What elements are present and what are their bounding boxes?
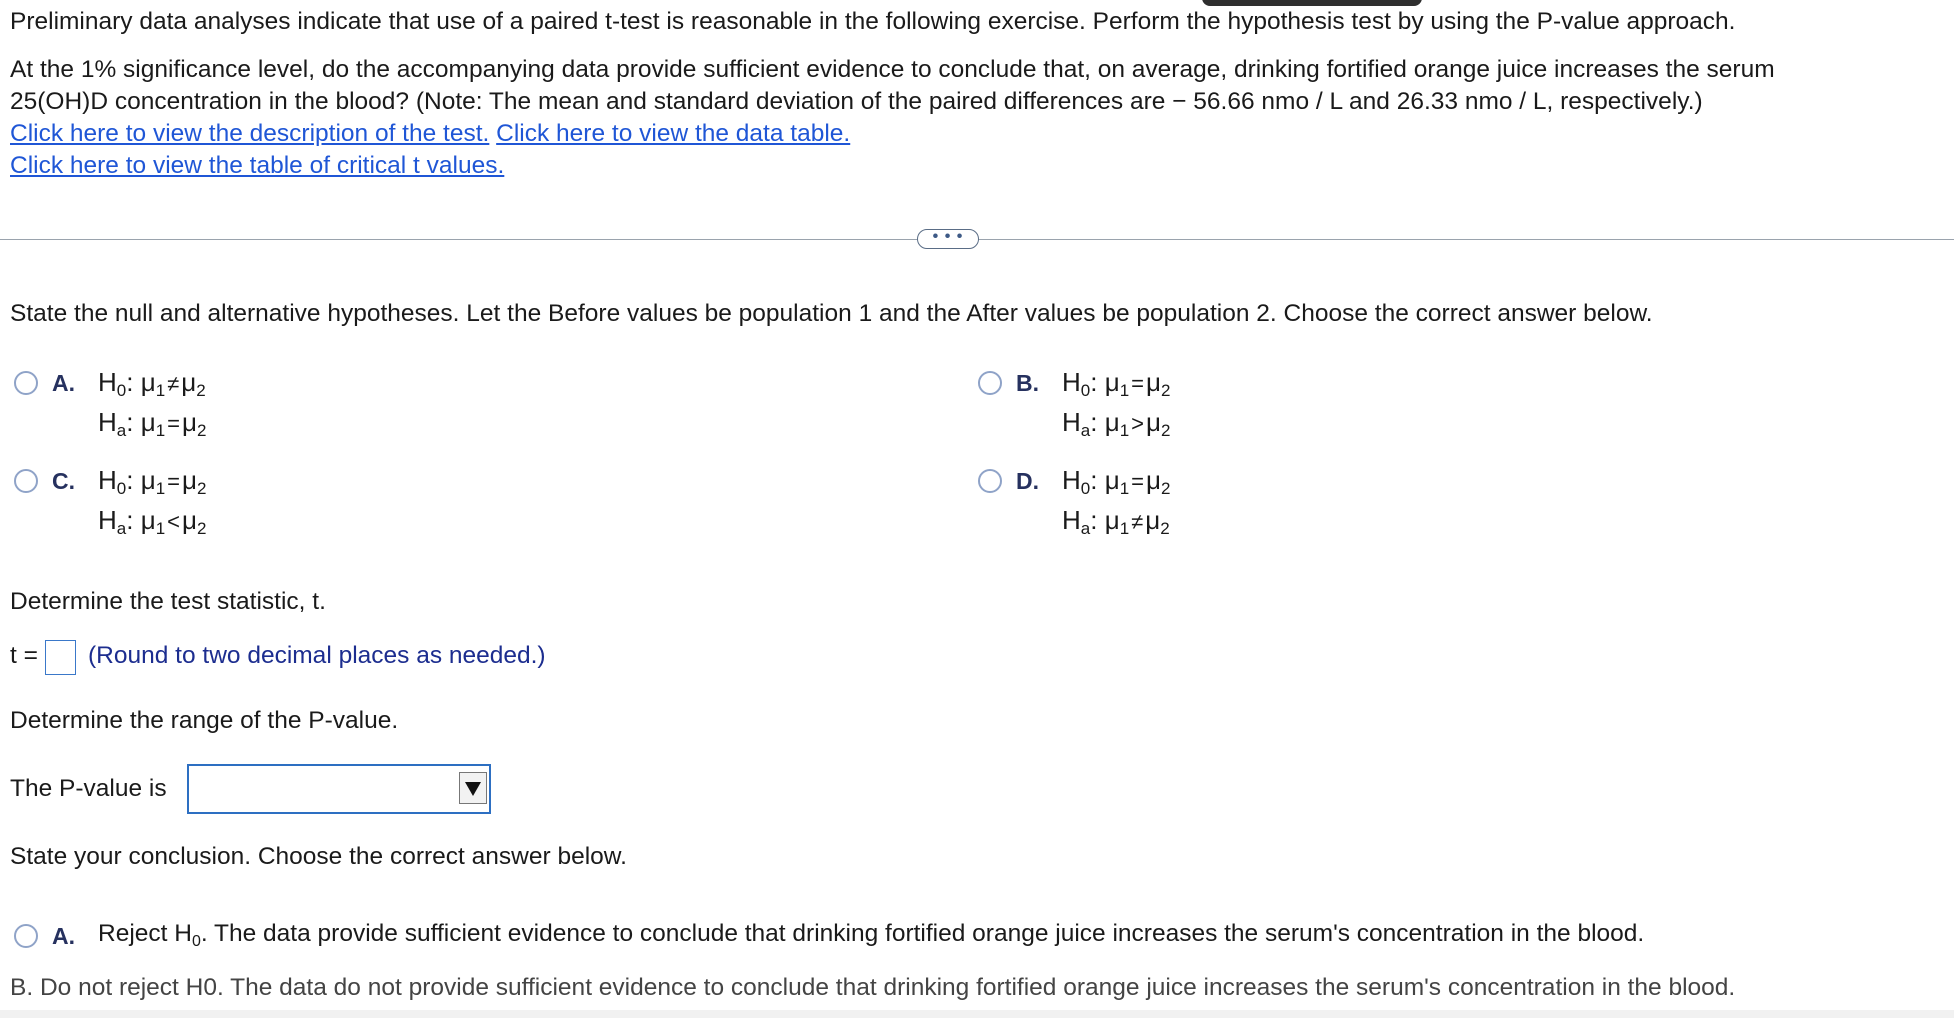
links-row-1: [10, 118, 850, 150]
alternative-hypothesis: $H_a$: $\mu_1>\mu_2$: [1062, 407, 1171, 440]
bottom-bar: [0, 1010, 1954, 1018]
conclusion-option-b-text: B. Do not reject H0. The data do not provide sufficient evidence to conclude that drinking fortified orange juice increases the serum's concentration in the blood.: [10, 974, 1736, 1001]
option-letter: A.: [52, 370, 75, 396]
description-link[interactable]: Click here to view the description of the test.: [10, 120, 490, 147]
radio-button-b[interactable]: [978, 371, 1002, 395]
radio-button-a[interactable]: [14, 371, 38, 395]
hypotheses-prompt: State the null and alternative hypotheses. Let the Before values be population 1 and the After values be population 2. Choose the correct answer below.: [10, 300, 1653, 327]
data-table-link[interactable]: Click here to view the data table.: [496, 120, 851, 147]
p-value-prompt: Determine the range of the P-value.: [10, 707, 399, 734]
option-letter: A.: [52, 923, 75, 949]
conclusion-option-b-cutoff: [0, 974, 1954, 1001]
triangle-down-icon: [465, 782, 481, 796]
radio-button-conclusion-a[interactable]: [14, 924, 38, 948]
t-value-input[interactable]: [45, 640, 76, 675]
intro-line-3: 25(OH)D concentration in the blood? (Note: The mean and standard deviation of the paired differences are − 56.66 nmo / L and 26.33 nmo / L, respectively.): [10, 88, 1703, 115]
test-statistic-prompt: Determine the test statistic, t.: [10, 588, 326, 615]
t-label: t =: [10, 642, 38, 669]
option-letter: D.: [1016, 468, 1039, 494]
intro-line-2: At the 1% significance level, do the accompanying data provide sufficient evidence to conclude that, on average, drinking fortified orange juice increases the serum: [10, 56, 1775, 83]
links-row-2: [10, 150, 504, 182]
option-letter: C.: [52, 468, 75, 494]
critical-values-link[interactable]: Click here to view the table of critical t values.: [10, 152, 505, 179]
radio-button-d[interactable]: [978, 469, 1002, 493]
alternative-hypothesis: $H_a$: $\mu_1\ne\mu_2$: [1062, 505, 1170, 538]
radio-button-c[interactable]: [14, 469, 38, 493]
alternative-hypothesis: $H_a$: $\mu_1<\mu_2$: [98, 505, 207, 538]
p-value-dropdown[interactable]: [187, 764, 491, 814]
null-hypothesis: $H_0$: $\mu_1=\mu_2$: [1062, 465, 1171, 498]
null-hypothesis: $H_0$: $\mu_1\ne\mu_2$: [98, 367, 206, 400]
dropdown-arrow-button[interactable]: [459, 772, 487, 804]
rounding-hint: (Round to two decimal places as needed.): [88, 642, 546, 669]
alternative-hypothesis: $H_a$: $\mu_1=\mu_2$: [98, 407, 207, 440]
null-hypothesis: $H_0$: $\mu_1=\mu_2$: [98, 465, 207, 498]
null-hypothesis: $H_0$: $\mu_1=\mu_2$: [1062, 367, 1171, 400]
expand-button[interactable]: • • •: [917, 229, 979, 249]
intro-line-1: Preliminary data analyses indicate that use of a paired t-test is reasonable in the following exercise. Perform the hypothesis test by using the P-value approach.: [10, 8, 1736, 35]
conclusion-option-a-text: Reject $H_0$. The data provide sufficient evidence to conclude that drinking fortified orange juice increases the serum's concentration in the blood.: [98, 920, 1645, 950]
p-value-label: The P-value is: [10, 775, 167, 802]
option-letter: B.: [1016, 370, 1039, 396]
conclusion-prompt: State your conclusion. Choose the correct answer below.: [10, 843, 627, 870]
